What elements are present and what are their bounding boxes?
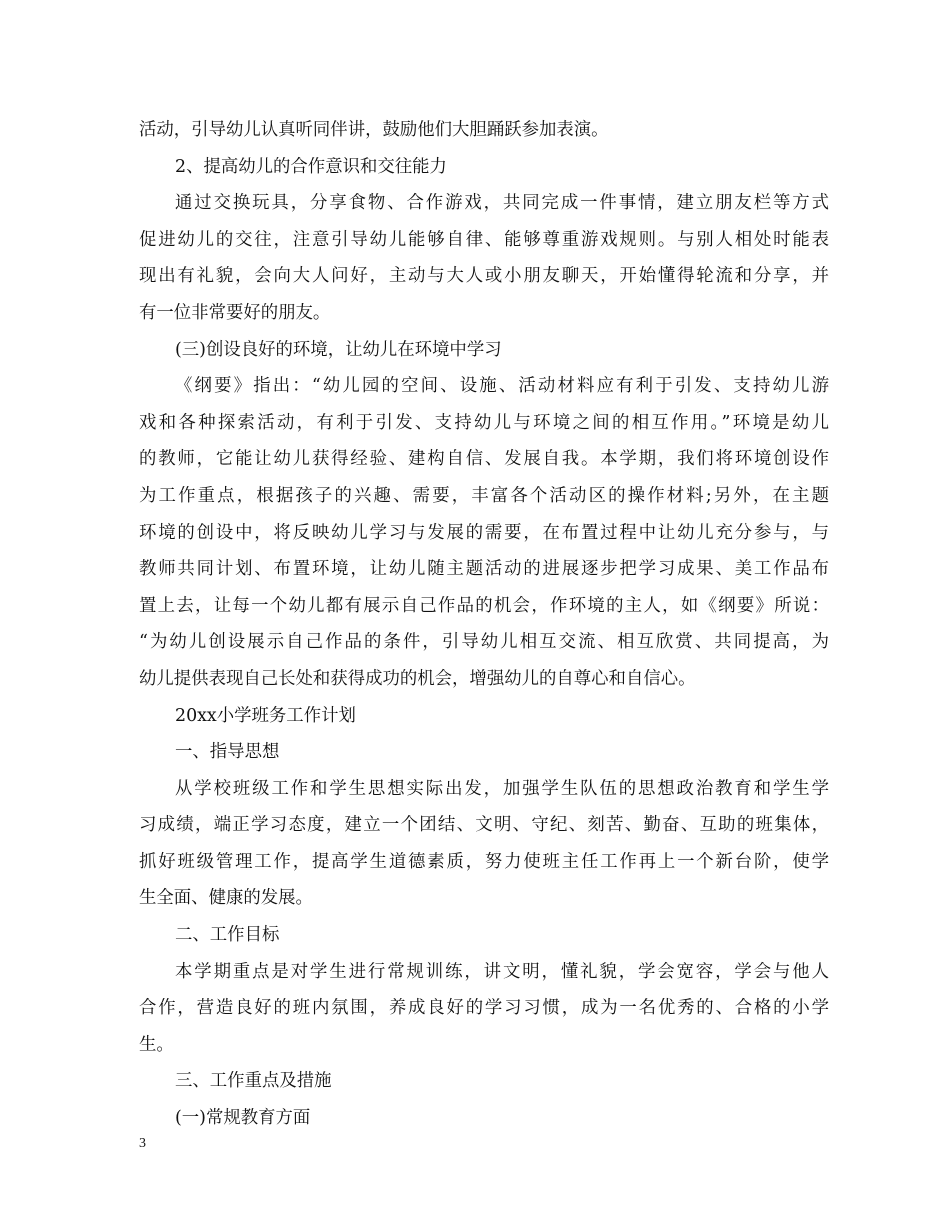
paragraph-line: 本学期重点是对学生进行常规训练，讲文明，懂礼貌，学会宽容，学会与他人 — [175, 961, 829, 982]
paragraph-line: 合作，营造良好的班内氛围，养成良好的学习习惯，成为一名优秀的、合格的小学 — [139, 998, 829, 1019]
section-heading: 2、提高幼儿的合作意识和交往能力 — [175, 156, 447, 177]
page-number: 3 — [139, 1136, 146, 1151]
paragraph-line: 的教师，它能让幼儿获得经验、建构自信、发展自我。本学期，我们将环境创设作 — [139, 449, 829, 470]
document-body — [139, 112, 829, 1137]
paragraph-line: 从学校班级工作和学生思想实际出发，加强学生队伍的思想政治教育和学生学 — [175, 778, 829, 799]
paragraph-line: 现出有礼貌，会向大人问好，主动与大人或小朋友聊天，开始懂得轮流和分享，并 — [139, 266, 829, 287]
paragraph-line: 生全面、健康的发展。 — [139, 888, 313, 909]
paragraph-line: 置上去，让每一个幼儿都有展示自己作品的机会，作环境的主人，如《纲要》所说： — [139, 595, 829, 616]
section-heading: 二、工作目标 — [175, 925, 280, 946]
paragraph-line: 活动，引导幼儿认真听同伴讲，鼓励他们大胆踊跃参加表演。 — [139, 120, 609, 140]
paragraph-line: 习成绩，端正学习态度，建立一个团结、文明、守纪、刻苦、勤奋、互助的班集体， — [139, 815, 829, 836]
section-heading: (三)创设良好的环境，让幼儿在环境中学习 — [175, 339, 502, 360]
paragraph-line: 通过交换玩具，分享食物、合作游戏，共同完成一件事情，建立朋友栏等方式 — [175, 193, 829, 214]
paragraph-line: 幼儿提供表现自己长处和获得成功的机会，增强幼儿的自尊心和自信心。 — [139, 668, 696, 689]
paragraph-line: 抓好班级管理工作，提高学生道德素质，努力使班主任工作再上一个新台阶，使学 — [139, 851, 829, 872]
paragraph-line: 教师共同计划、布置环境，让幼儿随主题活动的进展逐步把学习成果、美工作品布 — [139, 559, 829, 580]
paragraph-line: 戏和各种探索活动，有利于引发、支持幼儿与环境之间的相互作用。”环境是幼儿 — [139, 412, 829, 433]
section-heading: 一、指导思想 — [175, 742, 280, 763]
paragraph-line: 生。 — [139, 1034, 174, 1055]
subsection-heading: (一)常规教育方面 — [175, 1108, 311, 1129]
paragraph-line: 环境的创设中，将反映幼儿学习与发展的需要，在布置过程中让幼儿充分参与，与 — [139, 522, 829, 543]
paragraph-line: 为工作重点，根据孩子的兴趣、需要，丰富各个活动区的操作材料;另外，在主题 — [139, 485, 829, 506]
paragraph-line: 促进幼儿的交往，注意引导幼儿能够自律、能够尊重游戏规则。与别人相处时能表 — [139, 229, 829, 250]
document-title: 20xx小学班务工作计划 — [175, 705, 356, 726]
paragraph-line: “为幼儿创设展示自己作品的条件，引导幼儿相互交流、相互欣赏、共同提高，为 — [139, 632, 829, 653]
paragraph-line: 有一位非常要好的朋友。 — [139, 302, 331, 323]
paragraph-line: 《纲要》指出：“幼儿园的空间、设施、活动材料应有利于引发、支持幼儿游 — [175, 376, 829, 397]
section-heading: 三、工作重点及措施 — [175, 1071, 332, 1092]
